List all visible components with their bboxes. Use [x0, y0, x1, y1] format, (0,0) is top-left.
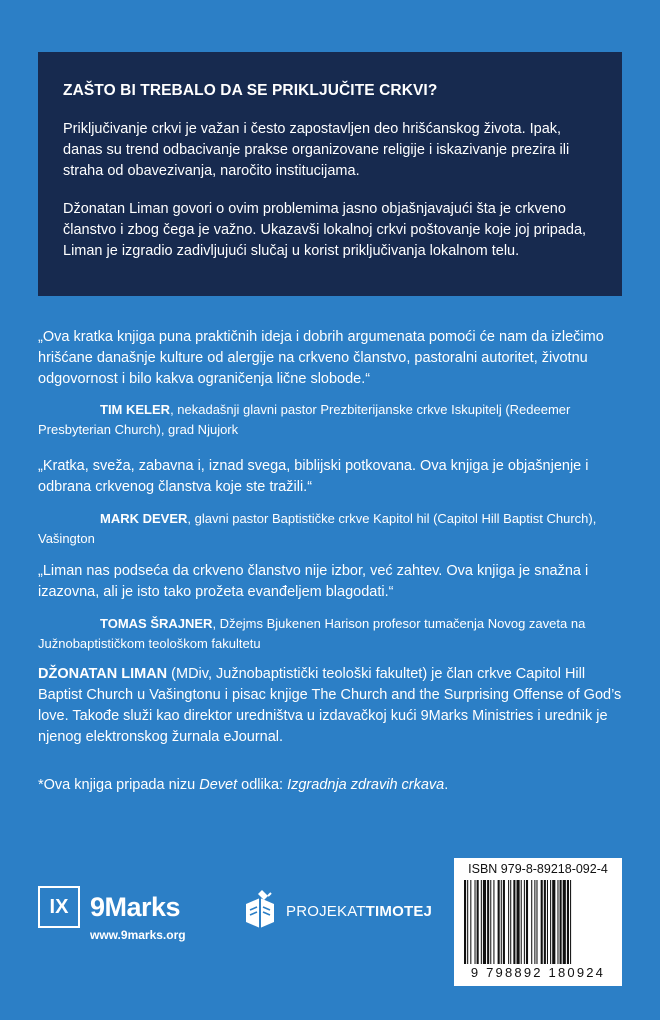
9marks-logo	[38, 886, 208, 946]
projekat-timotej-mark-icon	[240, 888, 280, 932]
intro-box	[38, 52, 622, 296]
intro-paragraph-1: Priključivanje crkvi je važan i često zapostavljen deo hrišćanskog života. Ipak, danas su trend odbacivanje prakse organizovane religije i iskazivanje prezira ili straha od obavezivanja, naročito institucijama.	[63, 121, 570, 179]
ix-mark: IX	[38, 886, 80, 928]
endorser-name-1: TIM KELER	[100, 402, 171, 417]
series-note-prefix: *Ova knjiga pripada nizu	[38, 777, 200, 793]
endorser-name-2: MARK DEVER	[100, 511, 188, 526]
intro-heading: ZAŠTO BI TREBALO DA SE PRIKLJUČITE CRKVI?	[63, 82, 438, 99]
projekat-text: PROJEKAT	[286, 903, 366, 920]
series-note-suffix: .	[444, 777, 449, 793]
author-bio-text: (MDiv, Južnobaptistički teološki fakultet) je član crkve Capitol Hill Baptist Church u Vašingtonu i pisac knjige The Church and the Surprising Offense of God’s love. Takođe služi kao direktor uredništva u izdavačkoj kući 9Marks Ministries i urednik je njenog elektronskog žurnala eJournal.	[38, 666, 622, 745]
author-name: DŽONATAN LIMAN	[38, 666, 168, 682]
endorser-title-1: , nekadašnji glavni pastor Prezbiterijanske crkve Iskupitelj (Redeemer Presbyterian Church), grad Njujork	[38, 402, 571, 437]
series-note	[38, 775, 628, 796]
intro-paragraph-2: Džonatan Liman govori o ovim problemima jasno objašnjavajući šta je crkveno članstvo i zbog čega je važno. Ukazavši lokalnoj crkvi poštovanje koje joj pripada, Liman je izgradio zadivljujući slučaj u korist priključivanja lokalnom telu.	[63, 201, 587, 259]
9marks-url: www.9marks.org	[90, 928, 186, 942]
endorser-title-3: , Džejms Bjukenen Harison profesor tumačenja Novog zaveta na Južnobaptističkom teološkom fakultetu	[38, 616, 586, 651]
endorsement-attribution-1	[38, 400, 628, 440]
9marks-name: 9Marks	[90, 892, 181, 922]
endorsement-attribution-3	[38, 614, 628, 654]
projekat-timotej-logo	[240, 888, 440, 938]
series-subtitle-italic: Izgradnja zdravih crkava	[287, 777, 445, 793]
endorsement-quote-1: „Ova kratka knjiga puna praktičnih ideja i dobrih argumenata pomoći će nam da izlečimo hrišćane današnje kulture od alergije na crkveno članstvo, pastoralni autoritet, životnu odgovornost i bilo kakva ograničenja lične slobode.“	[38, 329, 604, 387]
series-name-italic: Devet	[199, 777, 238, 793]
isbn-label: ISBN 979-8-89218-092-4	[468, 862, 608, 876]
author-bio	[38, 664, 628, 748]
endorsement-quote-3: „Liman nas podseća da crkveno članstvo nije izbor, već zahtev. Ova knjiga je snažna i izazovna, ali je isto tako prožeta evanđeljem blagodati.“	[38, 563, 589, 600]
endorsement-quote-2: „Kratka, sveža, zabavna i, iznad svega, biblijski potkovana. Ova knjiga je objašnjenje i odbrana crkvenog članstva koje ste tražili.“	[38, 458, 589, 495]
endorsement-attribution-2	[38, 509, 628, 549]
barcode-digits: 9 798892 180924	[470, 965, 606, 980]
series-note-middle: odlika:	[237, 777, 288, 793]
barcode-icon	[462, 880, 614, 964]
timotej-text: TIMOTEJ	[365, 903, 433, 920]
barcode-block	[454, 858, 622, 986]
projekat-timotej-text	[286, 903, 432, 921]
endorser-title-2: , glavni pastor Baptističke crkve Kapitol hil (Capitol Hill Baptist Church), Vašington	[38, 511, 597, 546]
endorser-name-3: TOMAS ŠRAJNER	[100, 616, 213, 631]
